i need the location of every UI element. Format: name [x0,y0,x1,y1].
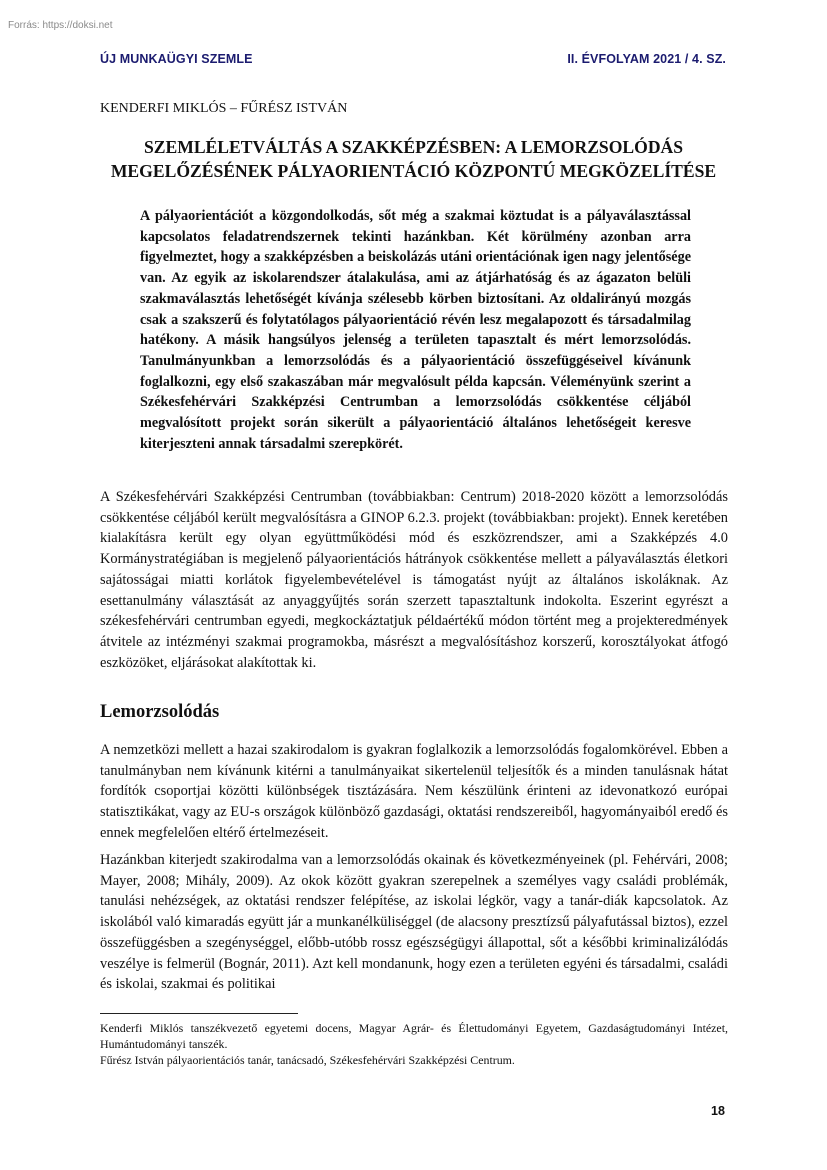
title-line-1: SZEMLÉLETVÁLTÁS A SZAKKÉPZÉSBEN: A LEMORZSOLÓDÁS [143,137,684,157]
section-heading: Lemorzsolódás [100,702,220,722]
footnote: Kenderfi Miklós tanszékvezető egyetemi docens, Magyar Agrár- és Élettudományi Egyetem, Gazdaságtudományi Intézet, Humántudományi tanszék. [100,1021,728,1052]
article-title [95,135,732,183]
intro-paragraph: A Székesfehérvári Szakképzési Centrumban (továbbiakban: Centrum) 2018-2020 között a lemorzsolódás csökkentése céljából került megvalósításra a GINOP 6.2.3. projekt (továbbiakban: projekt). Ennek keretében kialakításra került egy olyan együttműködési mód és eszközrendszer, ami a Szakképzés 4.0 Kormánystratégiában is megjelenő pályaorientációs hátrányok csökkentése mellett a pályaválasztás életkori sajátosságai miatti korlátok figyelembevételével is támogatást nyújt az általános iskoláknak. Az esettanulmány választását az anyaggyűjtés során szerzett tapasztaltunk indokolta. Eszerint egyrészt a székesfehérvári centrumban egyedi, megkockáztatjuk példaértékű módon történt meg a projekteredmények átvitele az intézményi szakmai programokba, másrészt a megvalósításhoz korszerű, korosztályokat átfogó eszközöket, eljárásokat alakítottak ki. [100,489,728,671]
issue-info: II. ÉVFOLYAM 2021 / 4. SZ. [567,52,726,66]
footnote: Fűrész István pályaorientációs tanár, tanácsadó, Székesfehérvári Szakképzési Centrum. [100,1053,515,1068]
footnote-divider [100,1013,298,1014]
authors: KENDERFI MIKLÓS – FŰRÉSZ ISTVÁN [100,101,348,116]
body-paragraph: A nemzetközi mellett a hazai szakirodalom is gyakran foglalkozik a lemorzsolódás fogalomkörével. Ebben a tanulmányban nem kívánunk kitérni a tanulmányaikat sikertelenül teljesítők és a minden tanulásnak hátat fordítók csoportjai közötti különbségek tisztázására. Nem készülünk érinteni az idevonatkozó európai statisztikákat, vagy az EU-s országok különböző gazdasági, oktatási rendszereiből, hagyományaiból eredő és ennek megfelelően eltérő értelmezéseit. [100,742,728,841]
abstract: A pályaorientációt a közgondolkodás, sőt még a szakmai köztudat is a pályaválasztással kapcsolatos feladatrendszernek tekinti hazánkban. Két körülmény azonban arra figyelmeztet, hogy a szakképzésben a beiskolázás utáni orientációnak igen nagy jelentősége van. Az egyik az iskolarendszer átalakulása, ami az átjárhatóság és az ágazaton belüli szakmaválasztás lehetőségét kívánja szélesebb körben biztosítani. Az oldalirányú mozgás csak a szakszerű és folytatólagos pályaorientáció révén lesz megalapozott és társadalmilag hatékony. A másik hangsúlyos jelenség a területen tapasztalt és mért lemorzsolódás. Tanulmányunkban a lemorzsolódás és a pályaorientáció összefüggéseivel kívánunk foglalkozni, egy első szakaszában már megvalósult példa kapcsán. Véleményünk szerint a Székesfehérvári Szakképzési Centrumban a lemorzsolódás csökkentése céljából megvalósított projekt során sikerült a pályaorientáció általános lehetőségeit keresve kiterjeszteni annak társadalmi szerepkörét. [140,208,691,452]
page-number: 18 [711,1104,725,1118]
footnotes [100,1020,728,1069]
body-paragraph: Hazánkban kiterjedt szakirodalma van a lemorzsolódás okainak és következményeinek (pl. Fehérvári, 2008; Mayer, 2008; Mihály, 2009). Az okok között gyakran szerepelnek a személyes vagy családi problémák, tanulási nehézségek, az oktatási rendszer felépítése, az iskolai légkör, vagy a tanár-diák kapcsolatok. Az iskolából való kimaradás együtt jár a munkanélküliséggel (de alacsony presztízsű pályafutással biztos), ezzel összefüggésben a szegénységgel, előbb-utóbb rossz egészségügyi állapottal, sőt a későbbi kriminalizálódás veszélye is felmerül (Bognár, 2011). Azt kell mondanunk, hogy ezen a területen egyéni és társadalmi, családi és iskolai, szakmai és politikai [100,852,728,993]
journal-name: ÚJ MUNKAÜGYI SZEMLE [100,52,253,66]
title-line-2: MEGELŐZÉSÉNEK PÁLYAORIENTÁCIÓ KÖZPONTÚ MEGKÖZELÍTÉSE [110,161,717,181]
running-header [100,52,726,66]
source-label: Forrás: https://doksi.net [8,20,113,31]
